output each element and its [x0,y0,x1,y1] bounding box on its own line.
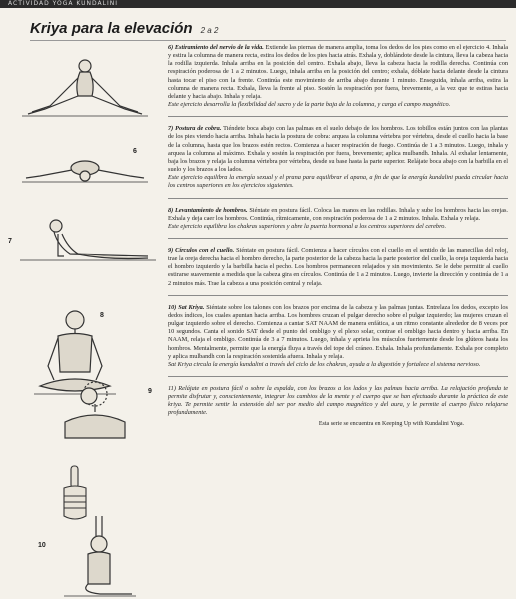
section-divider [168,116,508,117]
exercise-10 [168,304,508,377]
illustration-column [0,44,160,599]
section-divider [168,376,508,377]
exercise-6-heading: 6) Estiramiento del nervio de la vida. [168,44,264,51]
exercise-8-note: Este ejercicio equilibra los chakras superiores y abre la puerta hormonal a los centros superiores del cerebro. [168,222,447,230]
exercise-6-body [168,44,508,109]
exercise-10-text: Siéntate sobre los talones con los brazos por encima de la cabeza y las palmas juntas. Entrelaza los dedos, excepto los dedos índices, los cuales apuntan hacia arriba. Los hombres cruzan el pulgar derecho sobre el pulgar izquierdo; las mujeres cruzan el pulgar izquierdo sobre el derecho. Comienza a cantar SAT NAAM de manera enfática, a un ritmo constante alrededor de 8 veces por 10 segundos. Canta el sonido SAT desde el punto del ombligo y el plexo solar, contrae el ombligo hacia dentro y hacia arriba. En NAAM, relaja el ombligo. Continúa de 3 a 7 minutos. Luego, inhala y aprieta los músculos fuertemente desde los glúteos hasta los hombros. Mentalmente, permite que la energía fluya a través del tope del cráneo. Exhala. Inhala profundamente. Exhala por completo y aplica mulbandh con la respiración sostenida afuera. Inhala y relaja. [168,303,508,360]
exercise-10-body [168,304,508,369]
exercise-8-body [168,207,508,231]
figure-10-number: 10 [38,542,46,549]
exercise-10-note: Sat Kriya circula la energía kundalini a través del ciclo de los chakras, ayuda a la digestión y fortalece el sistema nervioso. [168,360,481,368]
figure-9-neck-circles [45,372,145,442]
section-divider [168,238,508,239]
exercise-11-body [168,385,508,418]
exercise-7-text: Tiéndete boca abajo con las palmas en el suelo debajo de los hombros. Los tobillos están juntos con las plantas de los pies viendo hacia arriba. Inhala hacia la postura de cobra: arquea la columna vértebra por vértebra, desde el cuello hacia la base de la columna, hasta que los brazos estén rectos. Comienza a hacer respiración de fuego. Continúa de 1 a 3 minutos. Luego, inhala y arquea la columna al máximo. Exhala y sostén la respiración por fuera, brevemente; aplica mulbandh. Inhala. Al exhalar lentamente, baja los brazos y relaja la columna vértebra por vértebra, desde su base hasta la parte superior. Relájate boca abajo con la barbilla en el suelo y los brazos a los lados. [168,125,508,174]
scan-top-bar [0,0,516,8]
exercise-10-heading: 10) Sat Kriya. [168,303,205,311]
figure-6-forward-bend [20,136,150,186]
figure-7-cobra-pose [18,216,158,266]
figure-7-number: 7 [8,238,12,245]
exercise-9-heading: 9) Círculos con el cuello. [168,246,235,254]
section-divider [168,295,508,296]
exercise-7 [168,125,508,198]
figure-6-seated-stretch [20,54,150,124]
exercise-8 [168,207,508,239]
exercise-6-text: Extiende las piernas de manera amplia, toma los dedos de los pies como en el ejercicio 4. Inhala y estira la columna de manera recta, estira los dedos de los pies hacia atrás. Exhala y, doblándote desde la cintura, lleva la cabeza hacia la rodilla izquierda. Inhala arriba en la posición del centro. Exhala abajo, lleva la cabeza hacia la rodilla derecha. Continúa con respiración poderosa de 1 a 2 minutos. Luego, inhala arriba en la posición del centro; exhala, dóblate hacia delante desde la cintura hasta tocar el piso con la frente. Continúa este movimiento de arriba abajo durante 1 minuto. Enseguida, inhala arriba, estira la columna de manera recta. Exhala, lleva la frente al piso. Sostén la respiración por fuera, brevemente, a la vez que te estiras hacia delante y hacia abajo. Inhala y relaja. [168,44,509,100]
exercise-9 [168,247,508,296]
exercise-8-text: Siéntate en postura fácil. Coloca las manos en las rodillas. Inhala y sube los hombros hacia las orejas. Exhala y deja caer los hombros. Continúa, rítmicamente, con respiración poderosa de 1 a 2 minutos. Inhala. Exhala y relaja. [168,206,509,222]
exercise-7-body [168,125,508,190]
figure-9-number: 9 [148,388,152,395]
page-title: Kriya para la elevación [30,20,193,37]
scan-header-text: ACTIVIDAD YOGA KUNDALINI [8,0,119,7]
exercise-6 [168,44,508,117]
section-divider [168,198,508,199]
figure-8-number: 8 [100,312,104,319]
exercise-8-heading: 8) Levantamiento de hombros. [168,206,248,214]
title-divider [30,40,506,41]
exercise-7-note: Este ejercicio equilibra la energía sexual y el prana para equilibrar el apana, a fin de que la energía kundalini pueda circular hacia los centros superiores en los ejercicios siguientes. [168,174,508,190]
exercise-11 [168,385,508,428]
exercise-7-heading: 7) Postura de cobra. [168,125,222,133]
exercise-11-note: 11) Relájate en postura fácil o sobre la espalda, con los brazos a los lados y las palmas hacia arriba. La relajación profunda te permite disfrutar y, conscientemente, integrar los cambios de la mente y el cuerpo que se han efectuado durante la práctica de este kriya. Te permite sentir la extensión del ser por medio del campo magnético y del aura, y le permite al cuerpo físico relajarse profundamente. [168,385,508,417]
page-indicator: 2 a 2 [200,26,219,35]
instructions-column [168,44,508,596]
title-row [30,20,218,40]
exercise-9-text: Siéntate en postura fácil. Comienza a hacer círculos con el cuello en el sentido de las manecillas del reloj, trae la oreja derecha hacia el hombro derecho, la parte posterior de la cabeza hacia la parte posterior del cuello, la oreja izquierda hacia el hombro izquierdo y la barbilla hacia el pecho. Los hombros permanecen relajados y sin movimiento. Se le debe permitir al cuello estirarse suavemente a medida que la cabeza gira en círculos. Continúa de 1 a 2 minutos. Luego, invierte la dirección y continúa de 1 a 2 minutos más. Trae la cabeza a una posición central y relaja. [168,246,509,287]
exercise-9-body [168,247,508,288]
source-note: Esta serie se encuentra en Keeping Up with Kundalini Yoga. [318,420,464,427]
figure-6-number: 6 [133,148,137,155]
exercise-6-note: Este ejercicio desarrolla la flexibilidad del sacro y de la parte baja de la columna, y carga el campo magnético. [168,101,451,109]
figure-10-sat-kriya [60,514,140,598]
